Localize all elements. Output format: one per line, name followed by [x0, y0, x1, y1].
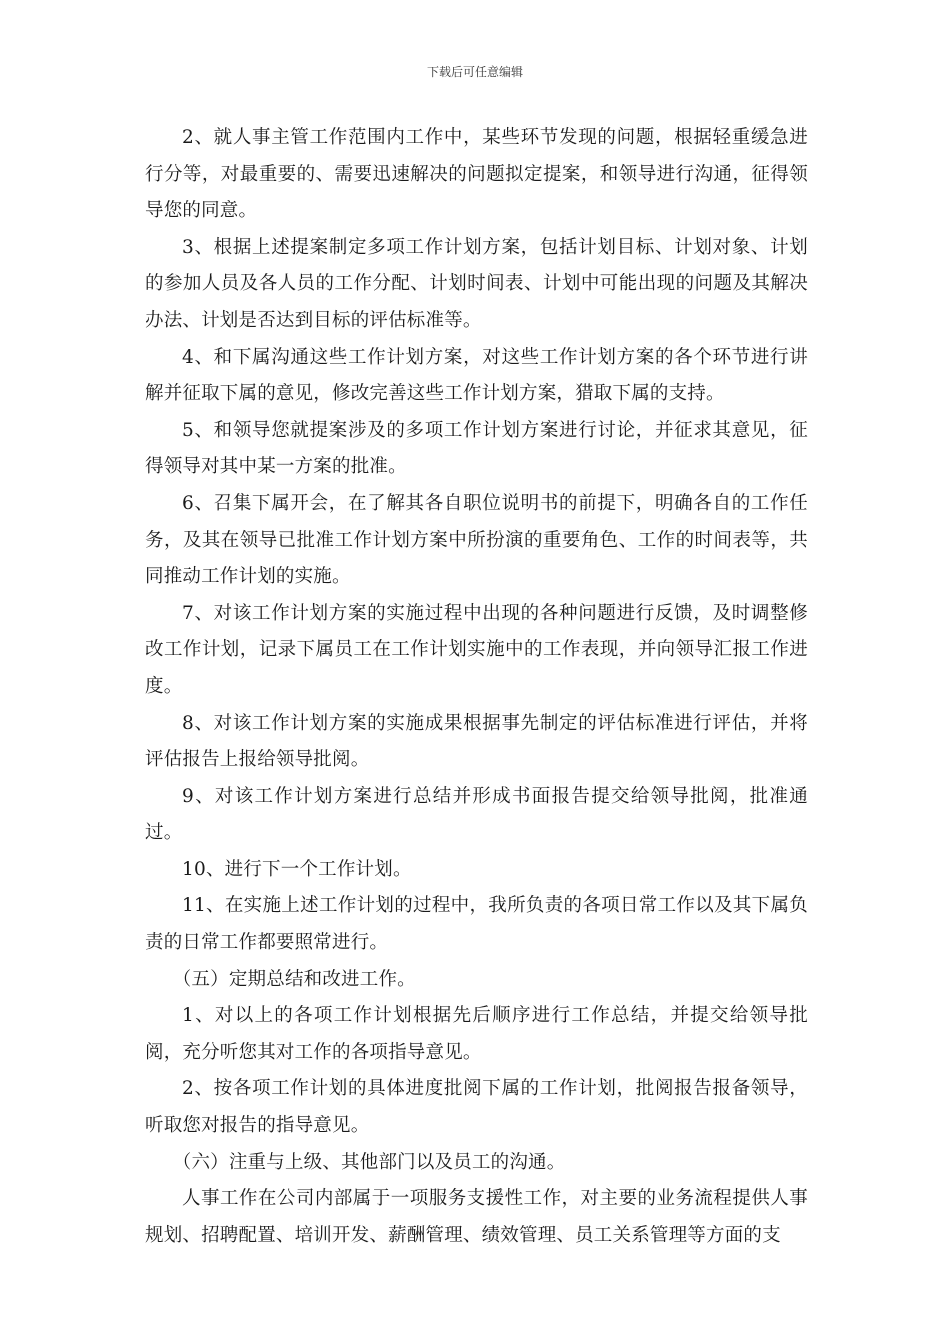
section-heading-6: （六）注重与上级、其他部门以及员工的沟通。	[172, 1151, 566, 1173]
paragraph-item-9: 9、对该工作计划方案进行总结并形成书面报告提交给领导批阅，批准通过。	[145, 785, 808, 844]
paragraph-item-2: 2、就人事主管工作范围内工作中，某些环节发现的问题，根据轻重缓急进行分等，对最重要的、需要迅速解决的问题拟定提案，和领导进行沟通，征得领导您的同意。	[145, 127, 808, 222]
paragraph-item-3: 3、根据上述提案制定多项工作计划方案，包括计划目标、计划对象、计划的参加人员及各人员的工作分配、计划时间表、计划中可能出现的问题及其解决办法、计划是否达到目标的评估标准等。	[145, 236, 808, 331]
paragraph-item-4: 4、和下属沟通这些工作计划方案，对这些工作计划方案的各个环节进行讲解并征取下属的意见，修改完善这些工作计划方案，猎取下属的支持。	[145, 346, 808, 405]
paragraph-item-7: 7、对该工作计划方案的实施过程中出现的各种问题进行反馈，及时调整修改工作计划，记录下属员工在工作计划实施中的工作表现，并向领导汇报工作进度。	[145, 602, 808, 697]
paragraph-item-8: 8、对该工作计划方案的实施成果根据事先制定的评估标准进行评估，并将评估报告上报给领导批阅。	[145, 712, 808, 771]
paragraph-item-6: 6、召集下属开会，在了解其各自职位说明书的前提下，明确各自的工作任务，及其在领导已批准工作计划方案中所扮演的重要角色、工作的时间表等，共同推动工作计划的实施。	[145, 492, 808, 588]
paragraph-summary-1: 1、对以上的各项工作计划根据先后顺序进行工作总结，并提交给领导批阅，充分听您其对工作的各项指导意见。	[145, 1005, 808, 1063]
paragraph-item-10: 10、进行下一个工作计划。	[182, 858, 412, 880]
page-header-note: 下载后可任意编辑	[426, 65, 523, 79]
document-body	[145, 120, 808, 1254]
paragraph-item-5: 5、和领导您就提案涉及的多项工作计划方案进行讨论，并征求其意见，征得领导对其中某一方案的批准。	[145, 419, 808, 478]
paragraph-item-11: 11、在实施上述工作计划的过程中，我所负责的各项日常工作以及其下属负责的日常工作都要照常进行。	[145, 895, 808, 954]
section-heading-5: （五）定期总结和改进工作。	[172, 968, 416, 990]
paragraph-communication: 人事工作在公司内部属于一项服务支援性工作，对主要的业务流程提供人事规划、招聘配置、培训开发、薪酬管理、绩效管理、员工关系管理等方面的支	[145, 1188, 808, 1246]
paragraph-summary-2: 2、按各项工作计划的具体进度批阅下属的工作计划，批阅报告报备领导，听取您对报告的指导意见。	[145, 1078, 808, 1137]
